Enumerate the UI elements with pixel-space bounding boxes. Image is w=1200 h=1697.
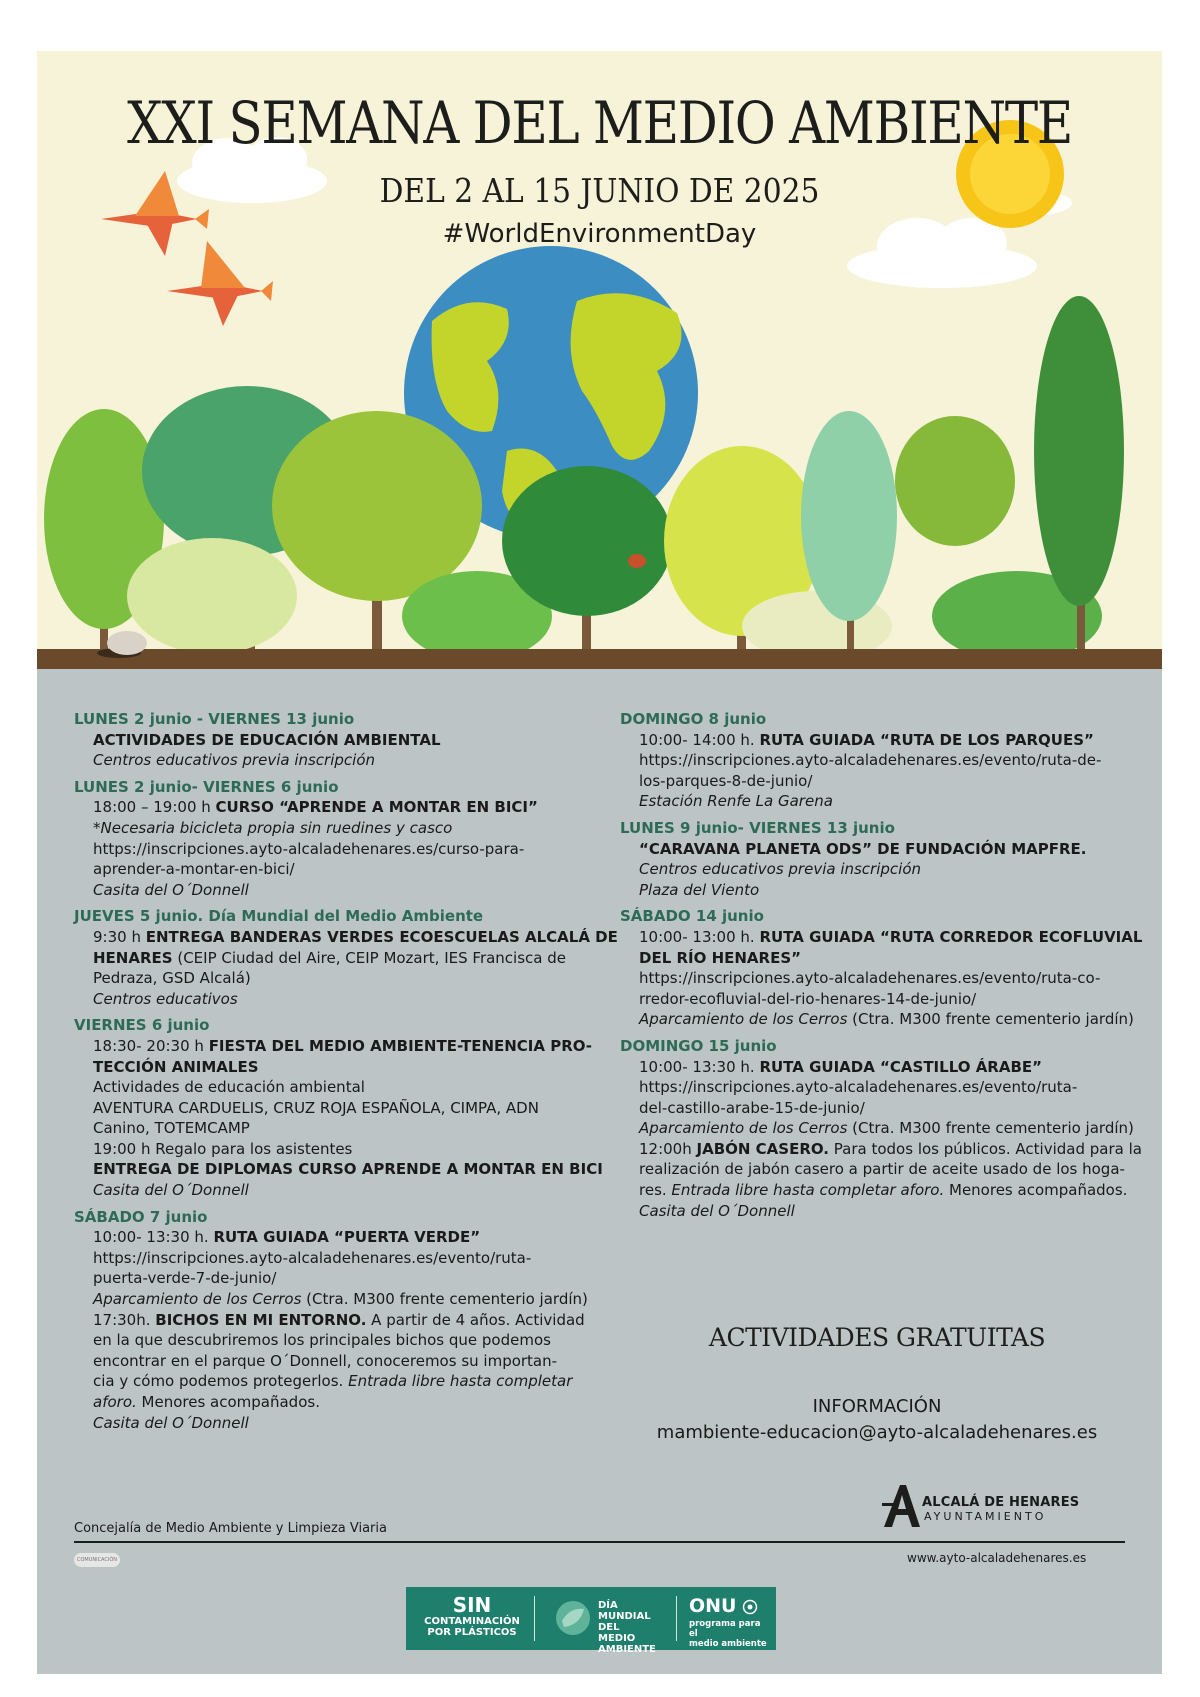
entry-time: 18:30- 20:30 h bbox=[93, 1036, 209, 1055]
entry-title: FIESTA DEL MEDIO AMBIENTE-TENENCIA PRO- bbox=[208, 1036, 593, 1055]
banner-day-line: AMBIENTE bbox=[598, 1644, 656, 1655]
alcala-a-icon bbox=[882, 1483, 922, 1529]
registration-link[interactable]: https://inscripciones.ayto-alcaladehenares.es/evento/ruta- bbox=[639, 1078, 1078, 1097]
registration-link[interactable]: rredor-ecofluvial-del-rio-henares-14-de-junio/ bbox=[639, 989, 977, 1008]
program-entry bbox=[620, 927, 1143, 1030]
day-heading: VIERNES 6 junio bbox=[74, 1016, 210, 1035]
program-entry bbox=[74, 927, 618, 1009]
entry-line: Pedraza, GSD Alcalá) bbox=[93, 969, 251, 988]
entry-line bbox=[93, 1036, 593, 1057]
entry-time: 10:00- 13:00 h. bbox=[639, 927, 760, 946]
entry-text: A partir de 4 años. Actividad bbox=[366, 1310, 585, 1329]
entry-line bbox=[93, 1227, 574, 1248]
entry-title: RUTA GUIADA “RUTA CORREDOR ECOFLUVIAL bbox=[759, 927, 1143, 946]
entry-venue: Aparcamiento de los Cerros bbox=[93, 1290, 302, 1309]
logo-subtitle: AYUNTAMIENTO bbox=[924, 1510, 1047, 1523]
entry-line: “CARAVANA PLANETA ODS” DE FUNDACIÓN MAPFRE. bbox=[639, 839, 1087, 858]
entry-text: Menores acompañados. bbox=[944, 1181, 1128, 1200]
entry-line bbox=[93, 797, 574, 818]
free-activities-heading: ACTIVIDADES GRATUITAS bbox=[708, 1323, 1046, 1352]
banner-separator bbox=[676, 1596, 677, 1641]
un-emblem-icon bbox=[742, 1599, 758, 1615]
entry-text: cia y cómo podemos protegerlos. bbox=[93, 1372, 349, 1391]
entry-text: aforo. bbox=[93, 1393, 137, 1411]
entry-text: (CEIP Ciudad del Aire, CEIP Mozart, IES Francisca de bbox=[172, 948, 566, 967]
footer-divider bbox=[74, 1541, 1125, 1543]
entry-line: Centros educativos previa inscripción bbox=[639, 860, 922, 879]
program-entry bbox=[74, 730, 574, 771]
program-entry bbox=[74, 797, 574, 900]
entry-line: 19:00 h Regalo para los asistentes bbox=[93, 1139, 353, 1158]
entry-line: Centros educativos previa inscripción bbox=[93, 751, 376, 770]
earth-leaf-icon bbox=[554, 1599, 592, 1637]
entry-line: AVENTURA CARDUELIS, CRUZ ROJA ESPAÑOLA, CIMPA, ADN bbox=[93, 1098, 539, 1117]
entry-venue: Casita del O´Donnell bbox=[93, 880, 249, 899]
entry-line bbox=[639, 1057, 1130, 1078]
registration-link[interactable]: puerta-verde-7-de-junio/ bbox=[93, 1269, 277, 1288]
day-heading: DOMINGO 8 junio bbox=[620, 710, 767, 728]
day-heading: LUNES 2 junio- VIERNES 6 junio bbox=[74, 777, 339, 796]
info-label: INFORMACIÓN bbox=[812, 1396, 942, 1417]
rabbit-icon bbox=[107, 631, 147, 655]
header-illustration bbox=[37, 51, 1162, 669]
poster-title: XXI SEMANA DEL MEDIO AMBIENTE bbox=[127, 89, 1072, 157]
entry-time: 12:00h bbox=[639, 1139, 697, 1158]
entry-title: CURSO “APRENDE A MONTAR EN BICI” bbox=[215, 798, 538, 817]
entry-text: Para todos los públicos. Actividad para la bbox=[829, 1139, 1142, 1158]
banner-onu: ONU bbox=[689, 1595, 737, 1617]
entry-title: RUTA GUIADA “RUTA DE LOS PARQUES” bbox=[759, 730, 1094, 749]
program-right-column bbox=[620, 709, 1143, 1221]
registration-link[interactable]: https://inscripciones.ayto-alcaladehenares.es/evento/ruta-de- bbox=[639, 751, 1102, 770]
entry-time: 17:30h. bbox=[93, 1310, 156, 1329]
day-heading: LUNES 9 junio- VIERNES 13 junio bbox=[620, 818, 895, 837]
entry-time: 10:00- 13:30 h. bbox=[93, 1228, 214, 1247]
entry-line: *Necesaria bicicleta propia sin ruedines y casco bbox=[93, 818, 453, 837]
entry-line: Canino, TOTEMCAMP bbox=[93, 1119, 250, 1138]
entry-venue: Casita del O´Donnell bbox=[93, 1181, 249, 1200]
banner-day-line: DÍA MUNDIAL bbox=[598, 1600, 651, 1622]
program-entry bbox=[74, 1036, 603, 1201]
registration-link[interactable]: https://inscripciones.ayto-alcaladehenares.es/evento/ruta- bbox=[93, 1248, 532, 1267]
banner-sin-line: POR PLÁSTICOS bbox=[427, 1627, 517, 1638]
registration-link[interactable]: aprender-a-montar-en-bici/ bbox=[93, 860, 295, 879]
banner-sin-subtitle bbox=[416, 1616, 528, 1638]
entry-title: JABÓN CASERO. bbox=[696, 1139, 830, 1158]
entry-time: 10:00- 13:30 h. bbox=[639, 1057, 760, 1076]
entry-text: res. bbox=[639, 1181, 672, 1200]
entry-line bbox=[639, 730, 1130, 751]
entry-text: Menores acompañados. bbox=[136, 1393, 320, 1411]
registration-link[interactable]: https://inscripciones.ayto-alcaladehenares.es/evento/ruta-co- bbox=[639, 969, 1101, 988]
entry-title: ENTREGA BANDERAS VERDES ECOESCUELAS ALCALÁ DE bbox=[145, 927, 618, 946]
entry-line: ENTREGA DE DIPLOMAS CURSO APRENDE A MONTAR EN BICI bbox=[93, 1160, 603, 1179]
entry-line bbox=[639, 1118, 1134, 1139]
entry-line: encontrar en el parque O´Donnell, conoceremos su importan- bbox=[93, 1351, 558, 1370]
entry-venue: Centros educativos bbox=[93, 989, 238, 1008]
day-heading: SÁBADO 7 junio bbox=[74, 1207, 208, 1226]
entry-line bbox=[93, 1289, 588, 1310]
communication-badge: COMUNICACIÓN bbox=[74, 1553, 120, 1567]
entry-line bbox=[93, 948, 574, 969]
poster bbox=[37, 51, 1162, 1674]
banner-day-label bbox=[598, 1600, 658, 1655]
entry-venue: Casita del O´Donnell bbox=[93, 1413, 249, 1432]
info-email-link[interactable]: mambiente-educacion@ayto-alcaladehenares.es bbox=[656, 1422, 1098, 1443]
entry-line bbox=[639, 1139, 1142, 1160]
program-entry bbox=[620, 730, 1130, 812]
banner-onu-line: programa para el bbox=[689, 1619, 761, 1639]
entry-text: (Ctra. M300 frente cementerio jardín) bbox=[847, 1119, 1134, 1138]
entry-title: RUTA GUIADA “PUERTA VERDE” bbox=[213, 1228, 481, 1247]
event-dates: DEL 2 AL 15 JUNIO DE 2025 bbox=[379, 171, 820, 210]
entry-venue: Estación Renfe La Garena bbox=[639, 792, 833, 811]
banner-onu-subtitle bbox=[689, 1619, 769, 1649]
program-entry bbox=[620, 1057, 1142, 1222]
entry-title: RUTA GUIADA “CASTILLO ÁRABE” bbox=[759, 1057, 1042, 1076]
banner-onu-line: medio ambiente bbox=[689, 1639, 767, 1649]
banner-sin-line: CONTAMINACIÓN bbox=[424, 1616, 520, 1627]
logo-name: ALCALÁ DE HENARES bbox=[922, 1495, 1080, 1510]
entry-line: Actividades de educación ambiental bbox=[93, 1078, 365, 1097]
entry-line: TECCIÓN ANIMALES bbox=[93, 1057, 259, 1076]
website-link[interactable]: www.ayto-alcaladehenares.es bbox=[907, 1551, 1087, 1565]
day-heading: DOMINGO 15 junio bbox=[620, 1036, 777, 1055]
entry-text: Entrada libre hasta completar bbox=[348, 1372, 573, 1391]
entry-title: HENARES bbox=[93, 948, 173, 967]
program-entry bbox=[74, 1227, 588, 1433]
registration-link[interactable]: https://inscripciones.ayto-alcaladehenares.es/curso-para- bbox=[93, 839, 525, 858]
entry-line bbox=[93, 927, 618, 948]
entry-line: en la que descubriremos los principales bichos que podemos bbox=[93, 1331, 551, 1350]
banner-sin: SIN bbox=[452, 1593, 492, 1617]
entry-line bbox=[639, 927, 1143, 948]
program-left-column bbox=[74, 709, 618, 1433]
world-environment-day-banner bbox=[406, 1587, 776, 1655]
entry-line: realización de jabón casero a partir de aceite usado de los hoga- bbox=[639, 1160, 1125, 1179]
entry-text: (Ctra. M300 frente cementerio jardín) bbox=[301, 1290, 588, 1309]
ayuntamiento-logo bbox=[882, 1483, 1102, 1533]
entry-time: 18:00 – 19:00 h bbox=[93, 798, 216, 817]
registration-link[interactable]: los-parques-8-de-junio/ bbox=[639, 771, 813, 790]
banner-separator bbox=[534, 1596, 535, 1641]
entry-text: (Ctra. M300 frente cementerio jardín) bbox=[847, 1010, 1134, 1029]
entry-venue: Casita del O´Donnell bbox=[639, 1201, 795, 1220]
hashtag: #WorldEnvironmentDay bbox=[442, 219, 757, 249]
entry-venue: Plaza del Viento bbox=[639, 880, 760, 899]
day-heading: JUEVES 5 junio. Día Mundial del Medio Ambiente bbox=[74, 907, 484, 926]
department-credit: Concejalía de Medio Ambiente y Limpieza Viaria bbox=[74, 1521, 387, 1536]
entry-title: BICHOS EN MI ENTORNO. bbox=[155, 1310, 367, 1329]
cloud-icon bbox=[177, 137, 1072, 288]
day-heading: SÁBADO 14 junio bbox=[620, 907, 764, 926]
entry-venue: Aparcamiento de los Cerros bbox=[639, 1010, 848, 1029]
program-entry bbox=[620, 839, 1130, 901]
squirrel-icon bbox=[628, 554, 646, 568]
entry-time: 9:30 h bbox=[93, 927, 146, 946]
entry-line bbox=[93, 1392, 574, 1413]
registration-link[interactable]: del-castillo-arabe-15-de-junio/ bbox=[639, 1098, 865, 1117]
entry-text: Entrada libre hasta completar aforo. bbox=[671, 1181, 945, 1200]
entry-venue: Aparcamiento de los Cerros bbox=[639, 1119, 848, 1138]
day-heading: LUNES 2 junio - VIERNES 13 junio bbox=[74, 710, 355, 728]
banner-day-line: DEL MEDIO bbox=[598, 1622, 636, 1644]
entry-line bbox=[93, 1310, 585, 1331]
entry-line bbox=[639, 1180, 1130, 1201]
entry-line bbox=[93, 1371, 574, 1392]
entry-time: 10:00- 14:00 h. bbox=[639, 730, 760, 749]
entry-line: DEL RÍO HENARES” bbox=[639, 948, 802, 967]
entry-line: ACTIVIDADES DE EDUCACIÓN AMBIENTAL bbox=[93, 730, 441, 749]
entry-line bbox=[639, 1009, 1134, 1030]
